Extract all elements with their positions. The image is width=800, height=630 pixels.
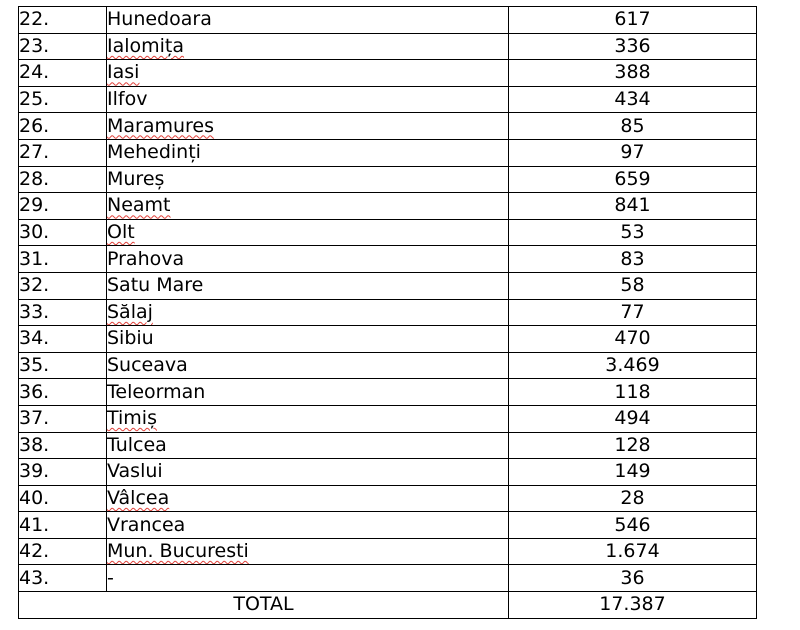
county-name: Olt xyxy=(107,221,135,244)
row-number: 41. xyxy=(19,512,107,539)
count-value: 494 xyxy=(509,405,757,432)
table-row xyxy=(19,272,757,299)
county-name-cell xyxy=(107,193,509,220)
county-name: - xyxy=(107,566,114,589)
row-number: 42. xyxy=(19,538,107,565)
row-number: 39. xyxy=(19,459,107,486)
row-number: 32. xyxy=(19,272,107,299)
row-number: 25. xyxy=(19,86,107,113)
table-row xyxy=(19,485,757,512)
row-number: 24. xyxy=(19,60,107,87)
row-number: 29. xyxy=(19,193,107,220)
row-number: 26. xyxy=(19,113,107,140)
row-number: 37. xyxy=(19,405,107,432)
count-value: 97 xyxy=(509,139,757,166)
county-name-cell xyxy=(107,299,509,326)
county-name: Ialomița xyxy=(107,34,185,57)
county-name: Satu Mare xyxy=(107,274,204,297)
count-value: 128 xyxy=(509,432,757,459)
county-name: Hunedoara xyxy=(107,8,212,31)
count-value: 77 xyxy=(509,299,757,326)
count-value: 58 xyxy=(509,272,757,299)
row-number: 23. xyxy=(19,33,107,60)
table-row xyxy=(19,538,757,565)
count-value: 149 xyxy=(509,459,757,486)
table-row xyxy=(19,166,757,193)
county-name-cell xyxy=(107,565,509,592)
row-number: 38. xyxy=(19,432,107,459)
county-name-cell xyxy=(107,405,509,432)
county-name-cell xyxy=(107,538,509,565)
table-row xyxy=(19,405,757,432)
row-number: 40. xyxy=(19,485,107,512)
table-row xyxy=(19,193,757,220)
county-name-cell xyxy=(107,485,509,512)
total-label: TOTAL xyxy=(19,592,509,619)
county-name: Mehedinți xyxy=(107,141,201,164)
row-number: 28. xyxy=(19,166,107,193)
county-name: Teleorman xyxy=(107,380,206,403)
county-name: Maramures xyxy=(107,114,215,137)
table-row xyxy=(19,139,757,166)
row-number: 27. xyxy=(19,139,107,166)
table-row xyxy=(19,86,757,113)
county-name-cell xyxy=(107,432,509,459)
county-name-cell xyxy=(107,379,509,406)
table-row xyxy=(19,432,757,459)
county-name-cell xyxy=(107,512,509,539)
county-name: Iasi xyxy=(107,61,140,84)
row-number: 31. xyxy=(19,246,107,273)
county-name-cell xyxy=(107,326,509,353)
county-table xyxy=(18,6,757,619)
count-value: 85 xyxy=(509,113,757,140)
table-row xyxy=(19,219,757,246)
count-value: 470 xyxy=(509,326,757,353)
table-row xyxy=(19,352,757,379)
county-name: Mureș xyxy=(107,167,165,190)
table-row xyxy=(19,565,757,592)
county-name-cell xyxy=(107,166,509,193)
count-value: 36 xyxy=(509,565,757,592)
county-name-cell xyxy=(107,86,509,113)
county-name-cell xyxy=(107,113,509,140)
table-row xyxy=(19,326,757,353)
table-row xyxy=(19,299,757,326)
table-row xyxy=(19,512,757,539)
count-value: 3.469 xyxy=(509,352,757,379)
table-body xyxy=(19,7,757,619)
total-row xyxy=(19,592,757,619)
table-row xyxy=(19,7,757,34)
count-value: 546 xyxy=(509,512,757,539)
table-row xyxy=(19,246,757,273)
count-value: 83 xyxy=(509,246,757,273)
county-name-cell xyxy=(107,7,509,34)
table-row xyxy=(19,379,757,406)
row-number: 43. xyxy=(19,565,107,592)
count-value: 1.674 xyxy=(509,538,757,565)
count-value: 28 xyxy=(509,485,757,512)
count-value: 388 xyxy=(509,60,757,87)
county-name-cell xyxy=(107,352,509,379)
table-row xyxy=(19,113,757,140)
row-number: 30. xyxy=(19,219,107,246)
count-value: 336 xyxy=(509,33,757,60)
row-number: 34. xyxy=(19,326,107,353)
count-value: 659 xyxy=(509,166,757,193)
county-name: Sălaj xyxy=(107,300,153,323)
county-name: Tulcea xyxy=(107,433,167,456)
county-name: Neamt xyxy=(107,194,171,217)
county-name: Prahova xyxy=(107,247,185,270)
county-name: Sibiu xyxy=(107,327,154,350)
county-name-cell xyxy=(107,139,509,166)
county-name-cell xyxy=(107,272,509,299)
county-name: Ilfov xyxy=(107,88,148,111)
county-name: Vrancea xyxy=(107,513,186,536)
row-number: 33. xyxy=(19,299,107,326)
county-name: Mun. Bucuresti xyxy=(107,540,249,563)
county-name: Timiș xyxy=(107,407,157,430)
county-name-cell xyxy=(107,219,509,246)
row-number: 22. xyxy=(19,7,107,34)
row-number: 36. xyxy=(19,379,107,406)
count-value: 53 xyxy=(509,219,757,246)
county-name-cell xyxy=(107,60,509,87)
count-value: 617 xyxy=(509,7,757,34)
total-value: 17.387 xyxy=(509,592,757,619)
count-value: 841 xyxy=(509,193,757,220)
table-row xyxy=(19,459,757,486)
table-row xyxy=(19,60,757,87)
count-value: 118 xyxy=(509,379,757,406)
row-number: 35. xyxy=(19,352,107,379)
county-name: Suceava xyxy=(107,354,188,377)
county-name-cell xyxy=(107,459,509,486)
county-name: Vâlcea xyxy=(107,486,170,509)
county-name-cell xyxy=(107,33,509,60)
county-name: Vaslui xyxy=(107,460,163,483)
table-row xyxy=(19,33,757,60)
count-value: 434 xyxy=(509,86,757,113)
county-name-cell xyxy=(107,246,509,273)
